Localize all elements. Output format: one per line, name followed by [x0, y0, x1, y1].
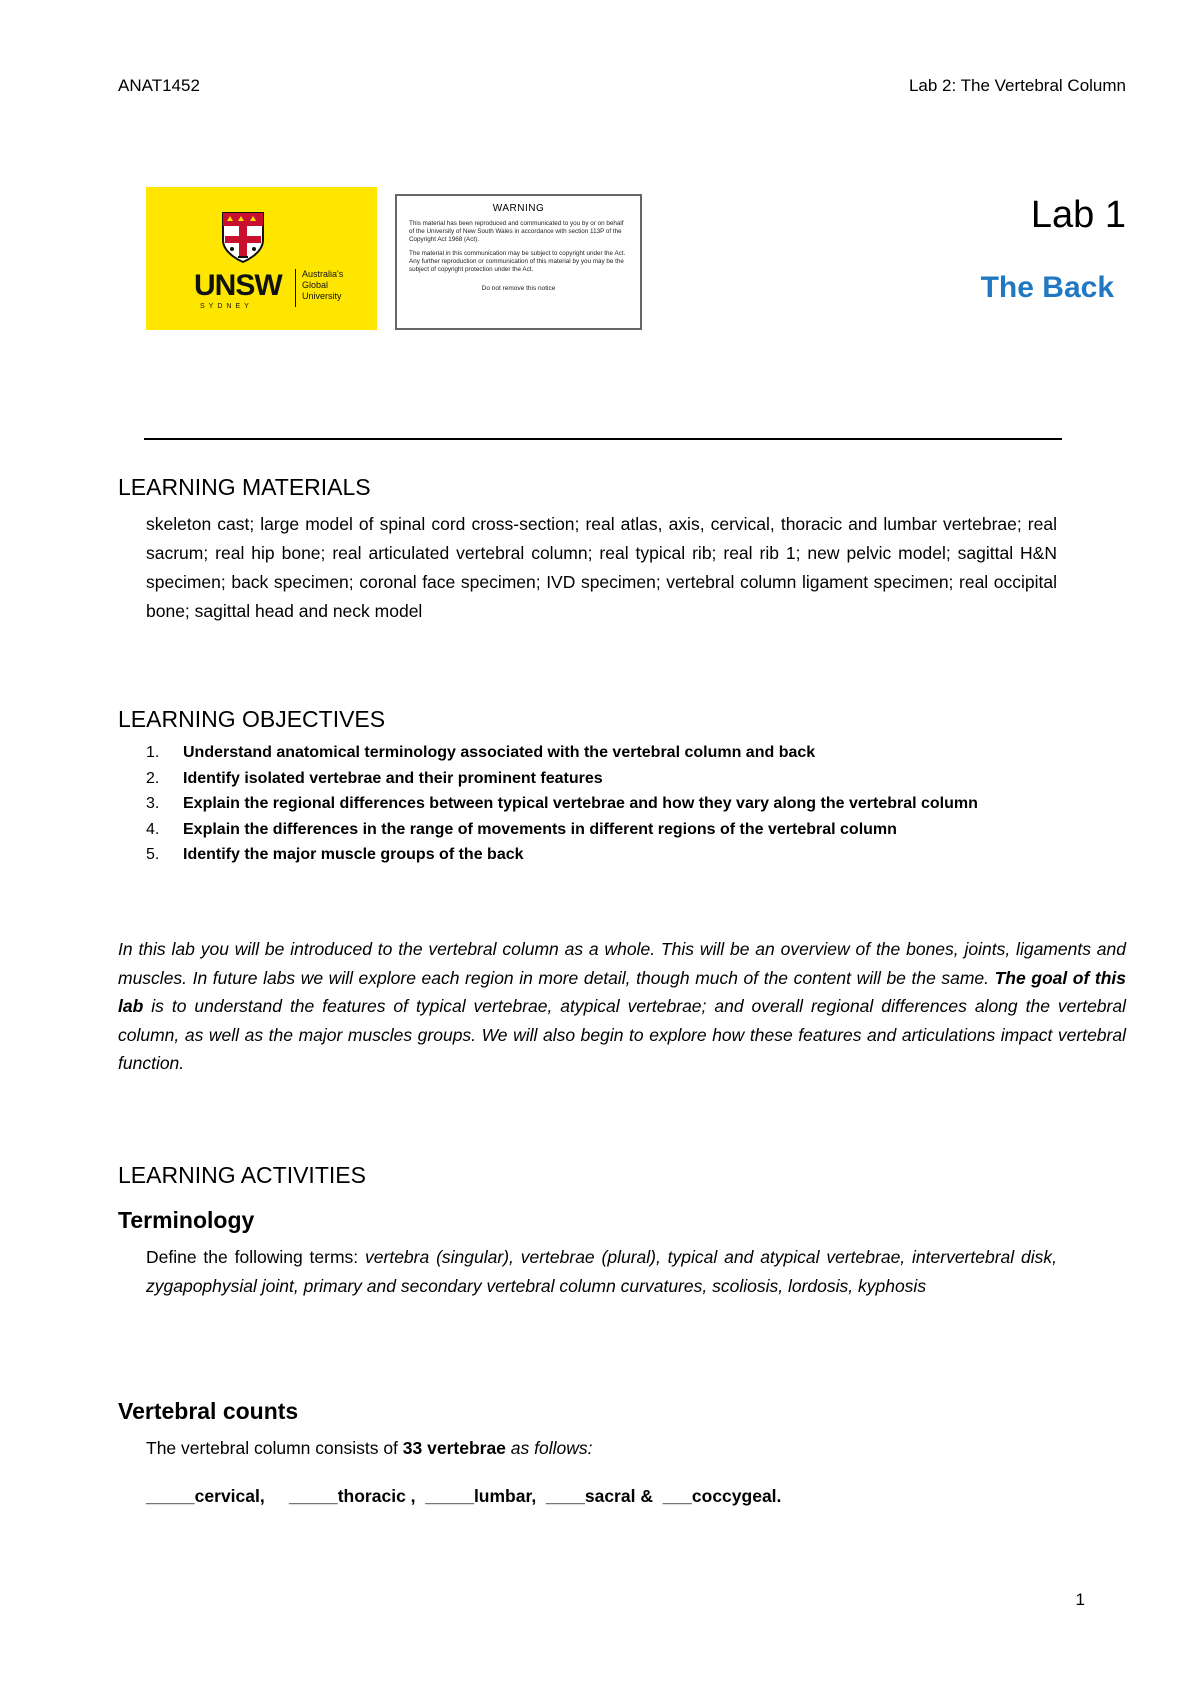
blank-cervical[interactable]: _____ [146, 1486, 195, 1506]
counts-fill-in: _____cervical, _____thoracic , _____lumbar, ____sacral & ___coccygeal. [146, 1486, 782, 1506]
objectives-list [146, 740, 978, 868]
objective-item: 3. Explain the regional differences between typical vertebrae and how they vary along the vertebral column [146, 795, 978, 812]
page-number: 1 [1075, 1590, 1085, 1609]
terminology-heading: Terminology [118, 1207, 255, 1233]
logo-subtitle: SYDNEY [200, 303, 253, 310]
copyright-warning [395, 194, 642, 330]
counts-intro: The vertebral column consists of 33 vertebrae as follows: [146, 1438, 593, 1458]
terminology-text: Define the following terms: vertebra (singular), vertebrae (plural), typical and atypical vertebrae, intervertebral disk, zygapophysial joint, primary and secondary vertebral column curvatures, scoliosis, lordosis, kyphosis [146, 1247, 1057, 1296]
logo-divider [295, 269, 296, 307]
crest-icon [220, 210, 266, 264]
running-header-title: Lab 2: The Vertebral Column [908, 76, 1126, 95]
activities-heading: LEARNING ACTIVITIES [118, 1162, 366, 1188]
course-code: ANAT1452 [118, 76, 200, 95]
counts-heading: Vertebral counts [118, 1398, 299, 1424]
unsw-logo [146, 187, 377, 330]
title-divider [144, 438, 1062, 440]
objective-item: 5. Identify the major muscle groups of the back [146, 846, 524, 863]
intro-emphasis: The goal of this lab [118, 967, 1127, 1016]
warning-paragraph-1: This material has been reproduced and communicated to you by or on behalf of the University of New South Wales in accordance with section 113P of the Copyright Act 1968 (Act). [409, 220, 624, 243]
warning-footer: Do not remove this notice [481, 285, 556, 292]
objective-item: 1. Understand anatomical terminology associated with the vertebral column and back [146, 744, 816, 761]
logo-tagline: Australia's Global University [302, 269, 344, 301]
warning-title: WARNING [492, 203, 545, 214]
page-title: Lab 1 [1030, 194, 1126, 236]
materials-heading: LEARNING MATERIALS [118, 474, 371, 500]
blank-sacral[interactable]: ____ [545, 1486, 585, 1506]
page-subtitle: The Back [980, 271, 1114, 304]
blank-lumbar[interactable]: _____ [425, 1486, 474, 1506]
objective-item: 2. Identify isolated vertebrae and their prominent features [146, 769, 603, 787]
materials-text: skeleton cast; large model of spinal cord cross-section; real atlas, axis, cervical, thoracic and lumbar vertebrae; real sacrum; real hip bone; real articulated vertebral column; real typical rib; real rib 1; new pelvic model; sagittal H&N specimen; back specimen; coronal face specimen; IVD specimen; vertebral column ligament specimen; real occipital bone; sagittal head and neck model [146, 514, 1057, 621]
logo-wordmark: UNSW [194, 269, 282, 302]
objectives-heading: LEARNING OBJECTIVES [118, 706, 386, 732]
warning-paragraph-2: The material in this communication may be subject to copyright under the Act. Any further reproduction or communication of this material by you may be the subject of copyright protection under the Act. [409, 250, 626, 273]
blank-coccygeal[interactable]: ___ [662, 1486, 692, 1506]
objective-item: 4. Explain the differences in the range of movements in different regions of the vertebral column [146, 820, 897, 838]
blank-thoracic[interactable]: _____ [289, 1486, 338, 1506]
intro-paragraph: In this lab you will be introduced to the vertebral column as a whole. This will be an overview of the bones, joints, ligaments and muscles. In future labs we will explore each region in more detail, though much of the content will be the same. The goal of this lab is to understand the features of typical vertebrae, atypical vertebrae; and overall regional differences along the vertebral column, as well as the major muscles groups. We will also begin to explore how these features and articulations impact vertebral function. [118, 939, 1127, 1073]
